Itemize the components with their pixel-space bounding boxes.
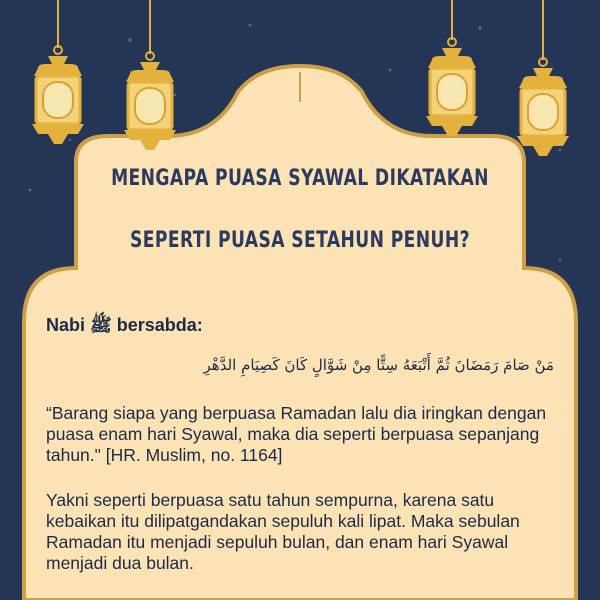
arch-pole — [299, 72, 301, 102]
lantern-icon — [517, 0, 569, 156]
crescent-moon-icon — [286, 16, 304, 52]
lantern-icon — [124, 0, 176, 150]
explanation-paragraph: Yakni seperti berpuasa satu tahun sempurna, karena satu kebaikan itu dilipatgandakan sepuluh kali lipat. Maka sebulan Ramadan itu menjadi sepuluh bulan, dan enam hari Syawal menjadi dua bulan. — [46, 490, 520, 573]
arabic-hadith-text: مَنْ صَامَ رَمَضَانَ ثُمَّ أَتْبَعَهُ سِتًّا مِنْ شَوَّالٍ كَانَ كَصِيَامِ الدَّهْرِ — [203, 356, 554, 374]
page-title-line-2: SEPERTI PUASA SETAHUN PENUH? — [130, 228, 470, 253]
intro-text: Nabi ﷺ bersabda: — [46, 315, 203, 335]
hadith-translation: “Barang siapa yang berpuasa Ramadan lalu dia iringkan dengan puasa enam hari Syawal, maka dia seperti berpuasa sepanjang tahun." [HR. Muslim, no. 1164] — [46, 403, 547, 465]
lantern-icon — [32, 0, 84, 144]
page-title-line-1: MENGAPA PUASA SYAWAL DIKATAKAN — [111, 166, 489, 191]
lantern-icon — [426, 0, 478, 136]
